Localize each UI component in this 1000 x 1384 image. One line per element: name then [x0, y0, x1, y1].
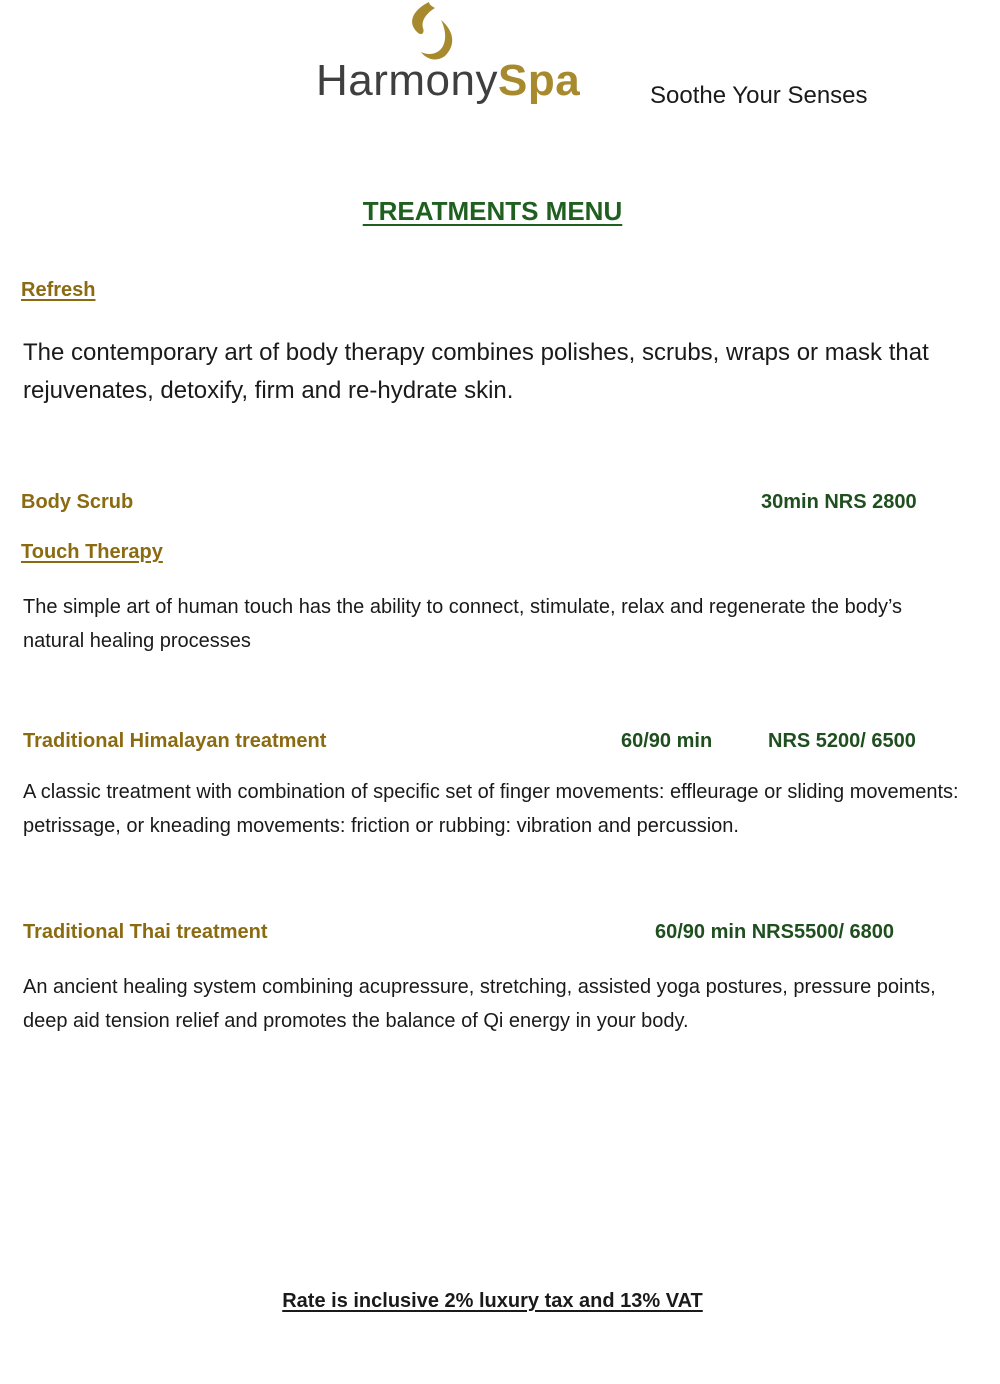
- harmony-spa-logo: [313, 0, 653, 108]
- item-price-body-scrub: 30min NRS 2800: [761, 491, 917, 513]
- item-name-thai: Traditional Thai treatment: [23, 921, 268, 943]
- section-heading-refresh: Refresh: [21, 279, 96, 301]
- himalayan-description: A classic treatment with combination of specific set of finger movements: effleurage or sliding movements: petrissage, or kneading movements: friction or rubbing: vibration and percussion.: [23, 781, 959, 837]
- page-title: TREATMENTS MENU: [362, 196, 623, 226]
- item-name-body-scrub: Body Scrub: [21, 491, 134, 513]
- refresh-description: The contemporary art of body therapy combines polishes, scrubs, wraps or mask that rejuvenates, detoxify, firm and re-hydrate skin.: [23, 339, 929, 404]
- section-heading-touch-therapy: Touch Therapy: [21, 541, 163, 563]
- item-price-himalayan: NRS 5200/ 6500: [768, 730, 916, 752]
- item-name-himalayan: Traditional Himalayan treatment: [23, 730, 327, 752]
- flame-swirl-icon: [391, 0, 471, 62]
- item-duration-himalayan: 60/90 min: [621, 730, 713, 752]
- touch-therapy-description: The simple art of human touch has the ability to connect, stimulate, relax and regenerate the body’s natural healing processes: [23, 596, 903, 652]
- item-price-thai: 60/90 min NRS5500/ 6800: [655, 921, 895, 943]
- logo-harmony-text: Harmony: [316, 56, 498, 105]
- logo-spa-text: Spa: [498, 56, 581, 105]
- tagline: Soothe Your Senses: [650, 82, 868, 109]
- logo-wordmark: [316, 56, 580, 106]
- thai-description: An ancient healing system combining acupressure, stretching, assisted yoga postures, pressure points, deep aid tension relief and promotes the balance of Qi energy in your body.: [23, 976, 936, 1032]
- tax-footnote: Rate is inclusive 2% luxury tax and 13% VAT: [282, 1290, 703, 1312]
